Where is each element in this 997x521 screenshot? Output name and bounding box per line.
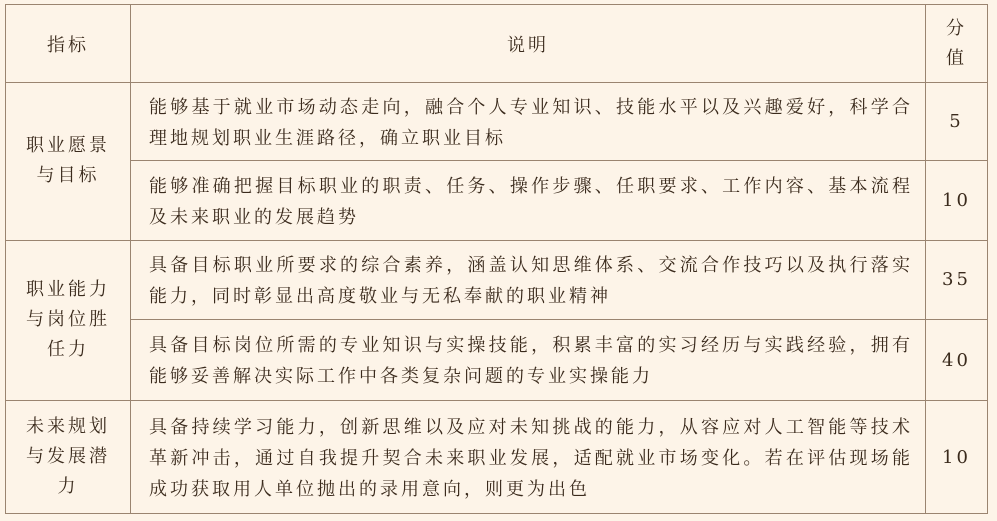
table-row (6, 319, 988, 400)
description-cell: 具备持续学习能力，创新思维以及应对未知挑战的能力，从容应对人工智能等技术革新冲击，通过自我提升契合未来职业发展，适配就业市场变化。若在评估现场能成功获取用人单位抛出的录用意向，则更为出色 (131, 401, 926, 514)
header-indicator: 指标 (6, 5, 131, 83)
table-row (6, 161, 988, 240)
indicator-cell: 未来规划与发展潜力 (6, 401, 131, 514)
score-cell: 5 (926, 83, 988, 161)
header-description: 说明 (131, 5, 926, 83)
description-cell: 具备目标岗位所需的专业知识与实操技能，积累丰富的实习经历与实践经验，拥有能够妥善解决实际工作中各类复杂问题的专业实操能力 (131, 319, 926, 400)
indicator-cell: 职业能力与岗位胜任力 (6, 240, 131, 401)
score-cell: 40 (926, 319, 988, 400)
description-cell: 具备目标职业所要求的综合素养，涵盖认知思维体系、交流合作技巧以及执行落实能力，同时彰显出高度敬业与无私奉献的职业精神 (131, 240, 926, 319)
description-cell: 能够基于就业市场动态走向，融合个人专业知识、技能水平以及兴趣爱好，科学合理地规划职业生涯路径，确立职业目标 (131, 83, 926, 161)
indicator-cell: 职业愿景与目标 (6, 83, 131, 240)
scoring-criteria-table (5, 4, 988, 514)
score-cell: 10 (926, 401, 988, 514)
description-cell: 能够准确把握目标职业的职责、任务、操作步骤、任职要求、工作内容、基本流程及未来职业的发展趋势 (131, 161, 926, 240)
table-header-row (6, 5, 988, 83)
table-row (6, 240, 988, 319)
score-cell: 10 (926, 161, 988, 240)
table-row (6, 83, 988, 161)
score-cell: 35 (926, 240, 988, 319)
table-row (6, 401, 988, 514)
header-score: 分值 (926, 5, 988, 83)
